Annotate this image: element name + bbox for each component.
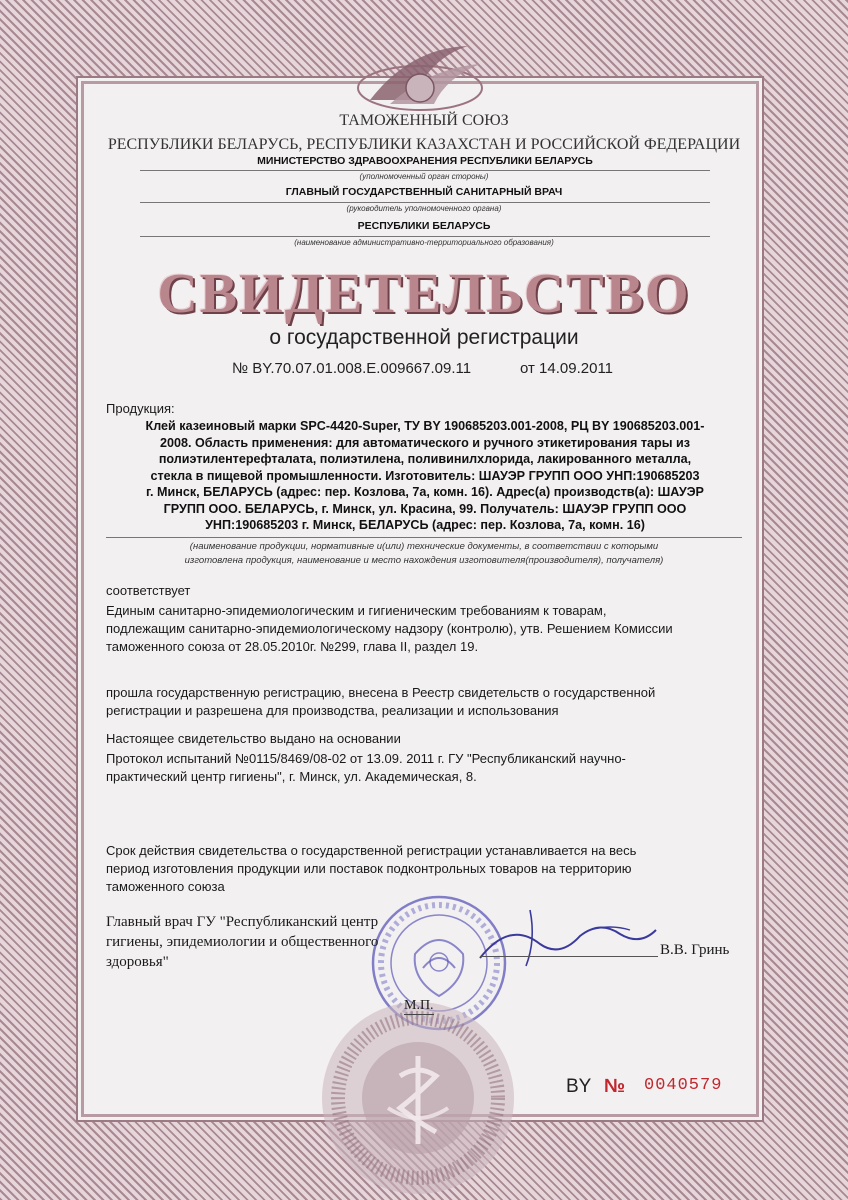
product-note: изготовлена продукция, наименование и место нахождения изготовителя(производителя), получателя) <box>184 555 664 566</box>
signer-title-line: здоровья" <box>106 954 169 970</box>
registration-line: регистрации и разрешена для производства, реализации и использования <box>106 703 559 718</box>
signer-title-line: гигиены, эпидемиологии и общественного <box>106 934 379 950</box>
validity-line: период изготовления продукции или поставок подконтрольных товаров на территорию <box>106 861 632 876</box>
handwritten-signature <box>470 900 660 970</box>
product-line: Клей казеиновый марки SPC-4420-Super, ТУ BY 190685203.001-2008, РЦ BY 190685203.001- <box>145 419 705 433</box>
ministry-name: МИНИСТЕРСТВО ЗДРАВООХРАНЕНИЯ РЕСПУБЛИКИ БЕЛАРУСЬ <box>257 155 593 167</box>
seal-place-label: М.П. <box>404 998 434 1013</box>
document-title: СВИДЕТЕЛЬСТВО <box>157 263 691 325</box>
product-line: УНП:190685203 г. Минск, БЕЛАРУСЬ (адрес: пер. Козлова, 7а, комн. 16) <box>205 518 645 532</box>
divider <box>140 236 710 237</box>
conformity-line: таможенного союза от 28.05.2010г. №299, глава II, раздел 19. <box>106 639 479 654</box>
union-title: ТАМОЖЕННЫЙ СОЮЗ <box>339 112 509 129</box>
serial-number: 0040579 <box>644 1076 723 1095</box>
signer-title-line: Главный врач ГУ "Республиканский центр <box>106 914 379 930</box>
territory-note: (наименование административно-территориального образования) <box>294 238 554 247</box>
signer-name: В.В. Гринь <box>660 942 730 958</box>
hologram-emblem-icon <box>318 998 518 1198</box>
validity-line: Срок действия свидетельства о государственной регистрации устанавливается на весь <box>106 843 637 858</box>
product-label: Продукция: <box>106 401 175 416</box>
head-note: (руководитель уполномоченного органа) <box>346 204 502 213</box>
conformity-label: соответствует <box>106 583 191 598</box>
divider <box>106 537 742 538</box>
registration-line: прошла государственную регистрацию, внесена в Реестр свидетельств о государственной <box>106 685 656 700</box>
product-line: стекла в пищевой промышленности. Изготовитель: ШАУЭР ГРУПП ООО УНП:190685203 <box>150 468 700 483</box>
serial-number-sign: № <box>604 1076 626 1097</box>
conformity-line: Единым санитарно-эпидемиологическим и гигиеническим требованиям к товарам, <box>106 603 607 618</box>
head-title: ГЛАВНЫЙ ГОСУДАРСТВЕННЫЙ САНИТАРНЫЙ ВРАЧ <box>285 186 563 198</box>
product-line: 2008. Область применения: для автоматического и ручного этикетирования тары из <box>159 435 690 450</box>
basis-label: Настоящее свидетельство выдано на основании <box>106 731 401 746</box>
conformity-line: подлежащим санитарно-эпидемиологическому надзору (контролю), утв. Решением Комиссии <box>106 621 673 636</box>
ministry-note: (уполномоченный орган стороны) <box>359 172 489 181</box>
divider <box>140 170 710 171</box>
conformity-text <box>106 602 673 656</box>
product-line: ГРУПП ООО. БЕЛАРУСЬ, г. Минск, ул. Красина, 99. Получатель: ШАУЭР ГРУПП ООО <box>163 501 687 516</box>
validity-line: таможенного союза <box>106 879 225 894</box>
basis-line: практический центр гигиены", г. Минск, ул. Академическая, 8. <box>106 769 477 784</box>
document-subtitle: о государственной регистрации <box>269 326 579 349</box>
territory-title: РЕСПУБЛИКИ БЕЛАРУСЬ <box>357 220 491 232</box>
product-description <box>100 418 750 534</box>
republics-title: РЕСПУБЛИКИ БЕЛАРУСЬ, РЕСПУБЛИКИ КАЗАХСТАН И РОССИЙСКОЙ ФЕДЕРАЦИИ <box>107 136 741 153</box>
serial-prefix: BY <box>566 1076 592 1097</box>
product-note: (наименование продукции, нормативные и(или) технические документы, в соответствии с которыми <box>189 541 659 552</box>
certificate-number: № BY.70.07.01.008.Е.009667.09.11 <box>232 360 472 377</box>
signer-title <box>106 912 378 972</box>
certificate-date: от 14.09.2011 <box>520 360 614 377</box>
divider <box>140 202 710 203</box>
basis-line: Протокол испытаний №0115/8469/08-02 от 13.09. 2011 г. ГУ "Республиканский научно- <box>106 751 626 766</box>
basis-text <box>106 750 626 786</box>
validity-text <box>106 842 636 896</box>
registration-text <box>106 684 655 720</box>
product-line: полиэтилентерефталата, полиэтилена, поливинилхлорида, лакированного металла, <box>158 452 692 466</box>
signature-line <box>480 956 658 957</box>
customs-union-emblem-icon <box>350 38 490 116</box>
product-line: г. Минск, БЕЛАРУСЬ (адрес: пер. Козлова, 7а, комн. 16). Адрес(а) производств(а): ШАУЭР <box>146 485 704 499</box>
